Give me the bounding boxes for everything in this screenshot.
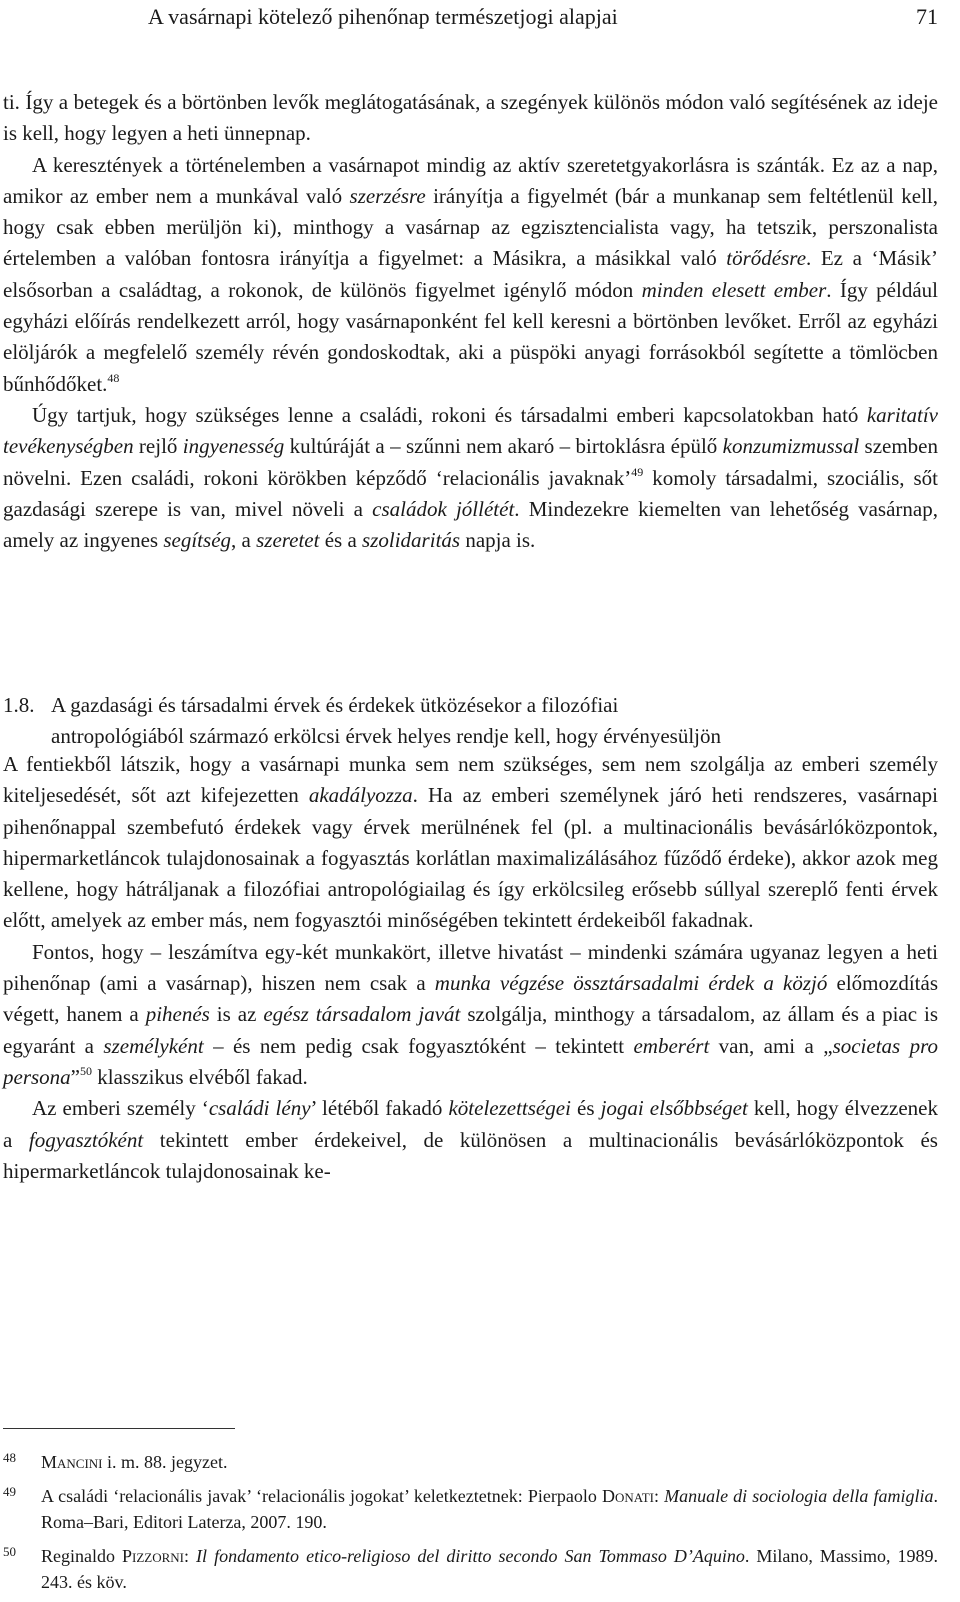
footnote-number: 49: [3, 1484, 16, 1499]
section-title-line-1: A gazdasági és társadalmi érvek és érdekek ütközésekor a filozófiai: [51, 693, 619, 717]
paragraph-2: [3, 400, 938, 556]
main-text-bottom: [3, 749, 938, 1187]
emphasis: családi lény: [208, 1096, 311, 1121]
text-span: van, ami a „: [709, 1033, 833, 1058]
text-span: . Ha az emberi személynek járó heti rendszeres, vasárnapi pihenőnappal szembefutó érdekek vagy érvek merülnének fel (pl. a multinacionális bevásárlóközpontok, hipermarketláncok tulajdonosainak a fogyasztás korlátlan maximalizálásához fűződő érdeke), akkor azok meg kellene, hogy hátráljanak a filozófiai antropológiailag és így erkölcsileg erősebb súllyal szereplő fenti érvek előtt, amelyek az ember más, nem fogyasztói minőségében tekintett érdekeiből fakadnak.: [3, 783, 938, 933]
text-span: szolgálja, minthogy a társadalom, az állam és a piac is egyaránt a: [3, 1002, 939, 1058]
emphasis: emberért: [633, 1033, 710, 1058]
text-span: – és nem pedig csak fogyasztóként – tekintett: [203, 1033, 634, 1058]
paragraph-5: [3, 1093, 938, 1187]
footnote-text: [41, 1543, 938, 1595]
footnote-author: Pizzorni: [122, 1546, 185, 1566]
emphasis: pihenés: [145, 1002, 210, 1027]
footnote-number: 48: [3, 1450, 16, 1465]
text-span: Reginaldo: [41, 1546, 123, 1566]
footnote-ref-50[interactable]: 50: [80, 1063, 92, 1078]
footnote-text: [41, 1449, 938, 1475]
footnote-48: [3, 1449, 938, 1475]
paragraph-1b: [3, 150, 938, 400]
text-span: :: [653, 1486, 665, 1506]
text-span: kell, hogy élvezzenek a: [3, 1096, 938, 1152]
text-span: A fentiekből látszik, hogy a vasárnapi munka sem nem szükséges, sem nem szolgálja az emberi személy kiteljesedését, sőt azt kifejezetten: [3, 752, 938, 808]
text-span: kultúráját a – szűnni nem akaró – birtoklásra épülő: [284, 434, 723, 459]
running-title: A vasárnapi kötelező pihenőnap természetjogi alapjai: [148, 4, 618, 29]
paragraph-4: [3, 937, 938, 1093]
text-span: és a: [319, 528, 363, 553]
text-span: Úgy tartjuk, hogy szükséges lenne a családi, rokoni és társadalmi emberi kapcsolatokban ható: [32, 402, 867, 427]
text-span: is az: [209, 1002, 264, 1027]
footnote-book-title: Il fondamento etico-religioso del diritto secondo San Tommaso D’Aquino: [196, 1546, 745, 1566]
text-span: . Mindezekre kiemelten van lehetőség vasárnap, amely az ingyenes: [3, 496, 938, 553]
text-span: ti. Így a betegek és a börtönben levők meglátogatásának, a szegények különös módon való segítésének az ideje is kell, hogy legyen a heti ünnepnap.: [3, 90, 938, 146]
text-span: tekintett ember érdekeivel, de különösen a multinacionális bevásárlóközpontok és hipermarketláncok tulajdonosainak ke-: [3, 1127, 938, 1183]
footnote-separator: [3, 1428, 235, 1429]
emphasis: ingyenesség: [182, 434, 285, 459]
emphasis: konzumizmussal: [722, 434, 860, 459]
footnote-book-title: Manuale di sociologia della famiglia: [664, 1486, 934, 1506]
text-span: :: [184, 1546, 197, 1566]
emphasis: kötelezettségei: [448, 1096, 571, 1121]
text-span: ’ létéből fakadó: [310, 1096, 449, 1121]
footnote-author: Mancini: [41, 1452, 103, 1472]
text-span: . Roma–Bari, Editori Laterza, 2007. 190.: [41, 1486, 938, 1532]
paragraph-1a: [3, 87, 938, 150]
emphasis: családok jóllétét: [372, 496, 515, 521]
footnote-50: [3, 1543, 938, 1595]
emphasis: törődésre: [726, 246, 807, 271]
text-span: A keresztények a történelemben a vasárnapot mindig az aktív szeretetgyakorlásra is szánták. Ez az a nap, amikor az ember nem a munkával való: [3, 152, 938, 208]
emphasis: jogai elsőbbséget: [600, 1096, 748, 1121]
footnote-ref-48[interactable]: 48: [107, 370, 120, 385]
text-span: rejlő: [133, 434, 183, 459]
text-span: napja is.: [460, 528, 536, 553]
text-span: klasszikus elvéből fakad.: [92, 1064, 308, 1089]
emphasis: egész társadalom javát: [263, 1002, 461, 1027]
footnote-49: [3, 1483, 938, 1535]
emphasis: societas pro persona: [3, 1033, 939, 1089]
footnote-ref-49[interactable]: 49: [631, 464, 644, 479]
emphasis: szeretet: [256, 528, 320, 553]
text-span: . Milano, Massimo, 1989. 243. és köv.: [41, 1546, 938, 1592]
emphasis: segítség: [163, 528, 232, 553]
emphasis: szolidaritás: [362, 528, 461, 553]
emphasis: minden elesett ember: [641, 277, 827, 302]
emphasis: munka végzése össztársadalmi érdek a közjó: [434, 971, 828, 996]
text-span: i. m. 88. jegyzet.: [102, 1452, 228, 1472]
footnote-number: 50: [3, 1544, 16, 1559]
section-title-line-2: antropológiából származó erkölcsi érvek helyes rendje kell, hogy érvényesüljön: [51, 724, 722, 748]
page-number: 71: [916, 4, 938, 29]
text-span: A családi ‘relacionális javak’ ‘relacionális jogokat’ keletkeztetnek: Pierpaolo: [41, 1486, 602, 1506]
text-span: irányítja a figyelmét (bár a munkanap sem feltétlenül kell, hogy csak ebben merüljön ki), minthogy a vasárnap az egzisztencialista vagy, ha tetszik, perszonalista értelemben a valóban fontosra irányítja a figyelmet: a Másikra, a másikkal való: [3, 183, 938, 271]
emphasis: akadályozza: [308, 783, 413, 808]
text-span: ”: [70, 1064, 80, 1089]
text-span: és: [570, 1096, 601, 1121]
text-span: szemben növelni. Ezen családi, rokoni körökben képződő ‘relacionális javaknak’: [3, 434, 938, 490]
text-span: , a: [231, 528, 257, 553]
section-number: 1.8.: [3, 693, 35, 717]
emphasis: szerzésre: [349, 183, 426, 208]
text-span: . Ez a ‘Másik’ elsősorban a családtag, a rokonok, de különös figyelmet igénylő módon: [3, 246, 938, 302]
text-span: komoly társadalmi, szociális, sőt gazdasági szerepe is van, mivel növeli a: [3, 465, 938, 521]
paragraph-3: [3, 749, 938, 937]
main-text-top: [3, 87, 938, 556]
emphasis: személyként: [103, 1033, 204, 1058]
footnote-author: Donati: [601, 1486, 654, 1506]
emphasis: fogyasztóként: [28, 1127, 144, 1152]
text-span: . Így például egyházi előírás rendelkezett arról, hogy vasárnaponként fel kell keresni a börtönben levőket. Erről az egyházi elöljárók a megfelelő személy révén gondoskodtak, aki a püspöki anyagi forrásokból segítette a tömlöcben bűnhődőket.: [3, 277, 938, 396]
emphasis: karitatív tevékenységben: [3, 402, 938, 459]
text-span: Az emberi személy ‘: [32, 1096, 209, 1121]
footnote-text: [41, 1483, 938, 1535]
text-span: előmozdítás végett, hanem a: [3, 971, 938, 1027]
text-span: Fontos, hogy – leszámítva egy-két munkakört, illetve hivatást – mindenki számára ugyanaz legyen a heti pihenőnap (ami a vasárnap), hiszen nem csak a: [3, 939, 938, 996]
